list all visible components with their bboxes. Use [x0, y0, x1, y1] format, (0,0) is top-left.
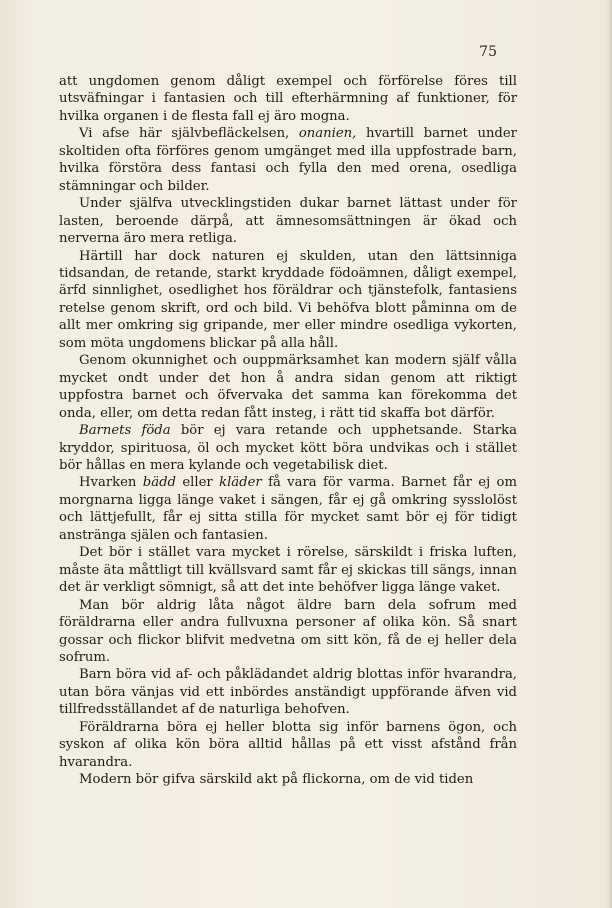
emphasis-klader: kläder	[219, 475, 262, 491]
text-run: få vara för varma. Barnet får ej om morgnarna ligga länge vaket i sängen, får ej gå omkring sysslolöst och lättjefullt, får ej sitta stilla för mycket samt bör ej för tidigt anstränga själen och fantasien.	[59, 475, 517, 543]
text-run: eller	[175, 475, 220, 491]
paragraph-1	[59, 73, 517, 125]
emphasis-badd: bädd	[142, 475, 176, 491]
paragraph-8	[59, 544, 517, 596]
body-text	[59, 73, 517, 789]
text-run: Under själfva utvecklingstiden dukar barnet lättast under för lasten, beroende därpå, att ämnesomsättningen är ökad och nerverna äro mera retliga.	[59, 196, 517, 247]
text-run: bör ej vara retande och upphetsande. Starka kryddor, spirituosa, öl och mycket kött böra undvikas och i stället bör hållas en mera kylande och vegetabilisk diet.	[59, 423, 517, 473]
paragraph-4	[59, 248, 517, 353]
paragraph-5	[59, 352, 517, 422]
text-run: Hvarken	[79, 475, 143, 491]
text-run: Det bör i stället vara mycket i rörelse, särskildt i friska luften, måste äta måttligt till kvällsvard samt får ej skickas till sängs, innan det är verkligt sömnigt, så att det inte behöfver ligga länge vaket.	[59, 545, 517, 596]
paragraph-9	[59, 597, 517, 667]
page-number: 75	[479, 44, 497, 60]
text-run: hvartill barnet under skoltiden ofta förföres genom umgänget med illa uppfostrade barn, hvilka förstöra dess fantasi och fylla den med orena, osedliga stämningar och bilder.	[59, 126, 517, 194]
text-run: Barn böra vid af- och påklädandet aldrig blottas inför hvarandra, utan böra vänjas vid ett inbördes anständigt uppförande äfven vid tillfredsställandet af de naturliga behofven.	[59, 667, 517, 718]
emphasis-barnets-foda: Barnets föda	[79, 423, 171, 439]
paragraph-12	[59, 771, 517, 788]
text-run: Vi afse här självbefläckelsen,	[79, 126, 299, 142]
text-run: Genom okunnighet och ouppmärksamhet kan modern själf vålla mycket ondt under det hon å andra sidan genom att riktigt uppfostra barnet och öfvervaka det samma kan förekomma det onda, eller, om detta redan fått insteg, i rätt tid skaffa bot därför.	[59, 353, 517, 421]
paragraph-6	[59, 422, 517, 474]
emphasis-onanien: onanien,	[298, 126, 357, 142]
text-run: Föräldrarna böra ej heller blotta sig inför barnens ögon, och syskon af olika kön böra alltid hållas på ett visst afstånd från hvarandra.	[59, 719, 517, 770]
text-run: Man bör aldrig låta något äldre barn dela sofrum med föräldrarna eller andra fullvuxna personer af olika kön. Så snart gossar och flickor blifvit medvetna om sitt kön, få de ej heller dela sofrum.	[59, 597, 517, 665]
paragraph-10	[59, 666, 517, 718]
page-edge-shadow	[606, 0, 612, 908]
paragraph-2	[59, 125, 517, 195]
paragraph-3	[59, 195, 517, 247]
paragraph-11	[59, 719, 517, 771]
text-run: att ungdomen genom dåligt exempel och förförelse föres till utsväfningar i fantasien och till efterhärmning af funktioner, för hvilka organen i de flesta fall ej äro mogna.	[59, 74, 517, 124]
text-run: Härtill har dock naturen ej skulden, utan den lättsinniga tidsandan, de retande, starkt kryddade födoämnen, dåligt exempel, ärfd sinnlighet, osedlighet hos föräldrar och tjänstefolk, fantasiens retelse genom skrift, ord och bild. Vi behöfva blott påminna om de allt mer omkring sig gripande, mer eller mindre osedliga vykorten, som möta ungdomens blickar på alla håll.	[59, 248, 517, 351]
text-run: Modern bör gifva särskild akt på flickorna, om de vid tiden	[79, 772, 474, 788]
paragraph-7	[59, 474, 517, 544]
